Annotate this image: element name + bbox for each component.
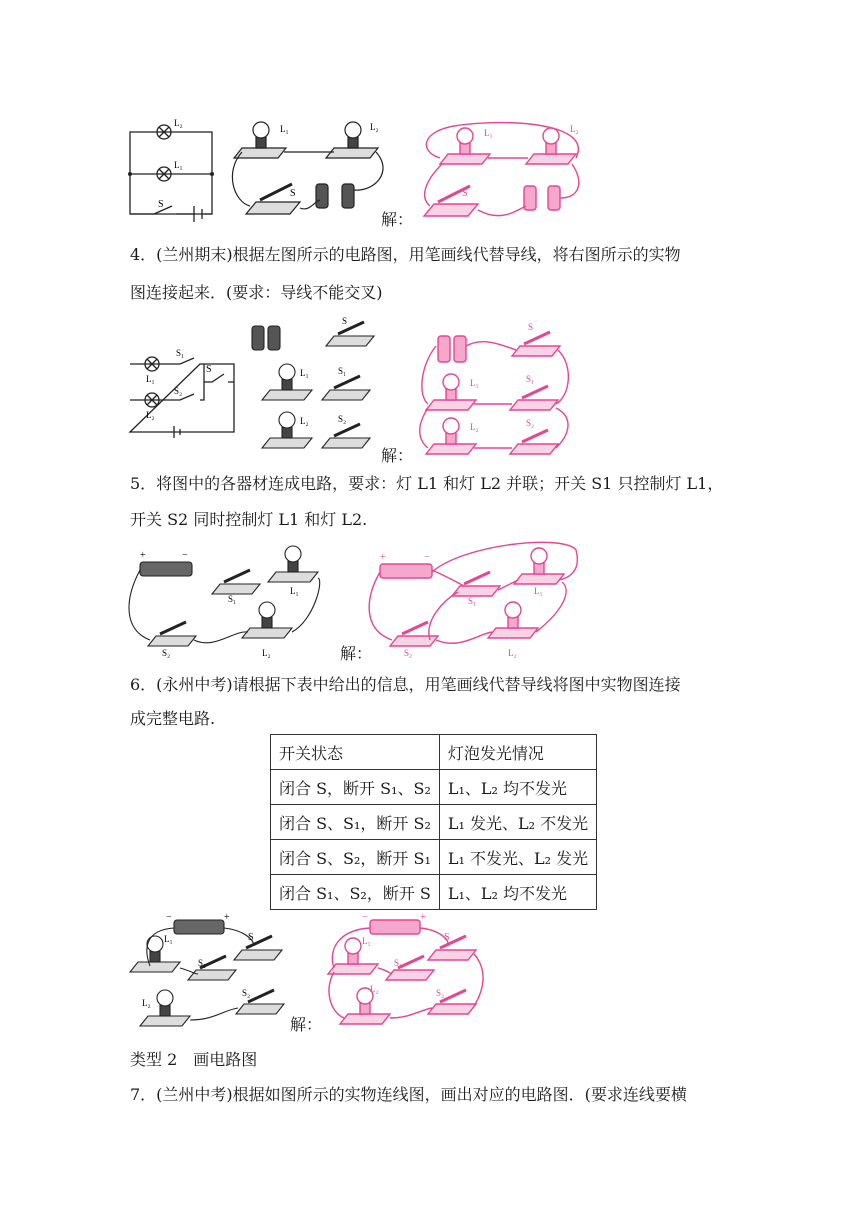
table-cell: 闭合 S₁、S₂，断开 S: [271, 875, 440, 910]
svg-text:−: −: [182, 550, 188, 561]
svg-text:L₂: L₂: [508, 648, 517, 658]
svg-text:S: S: [290, 188, 296, 199]
table-cell: 闭合 S，断开 S₁、S₂: [271, 770, 440, 805]
label-l2: L₂: [174, 118, 183, 128]
svg-text:+: +: [224, 912, 230, 923]
svg-text:+: +: [380, 552, 386, 563]
svg-text:L₂: L₂: [300, 416, 309, 426]
table-cell: L₁、L₂ 均不发光: [439, 770, 596, 805]
svg-text:L₁: L₁: [280, 124, 289, 134]
svg-text:L₂: L₂: [262, 648, 271, 658]
answer-label: 解：: [381, 210, 414, 229]
svg-text:L₁: L₁: [300, 368, 309, 378]
circuit-figure-4: [124, 316, 594, 466]
component-group-black: [234, 122, 378, 214]
table-cell: L₁ 发光、L₂ 不发光: [439, 805, 596, 840]
svg-text:L₂: L₂: [146, 410, 155, 420]
figure-row-2: [124, 316, 594, 466]
table-header-row: [271, 735, 597, 770]
table-row: [271, 805, 597, 840]
table-header-cell: 开关状态: [271, 735, 440, 770]
svg-text:S₂: S₂: [404, 648, 413, 658]
answer-figure-1: [424, 123, 579, 216]
svg-text:S₁: S₁: [526, 374, 535, 384]
svg-text:S₂: S₂: [174, 386, 183, 396]
svg-text:S₁: S₁: [176, 348, 185, 358]
svg-text:L₂: L₂: [142, 998, 151, 1008]
svg-text:S: S: [206, 364, 212, 375]
table-cell: L₁ 不发光、L₂ 发光: [439, 840, 596, 875]
svg-text:S: S: [342, 316, 348, 326]
problem-5-line-2: 开关 S2 同时控制灯 L1 和灯 L2.: [130, 510, 368, 529]
svg-text:S: S: [462, 188, 468, 199]
svg-text:L₂: L₂: [370, 122, 379, 132]
table-cell: L₁、L₂ 均不发光: [439, 875, 596, 910]
svg-text:S₂: S₂: [526, 418, 535, 428]
svg-text:L₁: L₁: [470, 378, 479, 388]
label-l1: L₁: [174, 160, 183, 170]
svg-text:L₂: L₂: [370, 984, 379, 994]
circuit-figure-6: [124, 910, 594, 1036]
svg-text:S: S: [444, 932, 450, 943]
problem-4-line-2: 图连接起来．(要求：导线不能交叉): [130, 283, 383, 302]
problem-6-line-2: 成完整电路.: [130, 709, 216, 728]
svg-text:S₁: S₁: [228, 594, 237, 604]
figure-row-4: [124, 910, 594, 1036]
svg-text:L₁: L₁: [484, 128, 493, 138]
svg-text:L₂: L₂: [470, 422, 479, 432]
table-cell: 闭合 S、S₁，断开 S₂: [271, 805, 440, 840]
figure-row-1: [124, 112, 594, 228]
svg-text:+: +: [420, 912, 426, 923]
svg-text:−: −: [424, 552, 430, 563]
svg-text:S₁: S₁: [468, 596, 477, 606]
answer-label: 解：: [290, 1015, 323, 1034]
answer-label: 解：: [381, 446, 414, 465]
label-s: S: [158, 199, 164, 210]
problem-4-line-1: 4．(兰州期末)根据左图所示的电路图，用笔画线代替导线，将右图所示的实物: [130, 245, 681, 264]
svg-text:S₁: S₁: [338, 366, 347, 376]
svg-text:−: −: [166, 912, 172, 923]
svg-text:−: −: [362, 912, 368, 923]
svg-text:S₁: S₁: [198, 958, 207, 968]
svg-text:S: S: [528, 322, 534, 332]
answer-label: 解：: [340, 644, 373, 663]
answer-figure-6: [328, 920, 483, 1024]
table-header-cell: 灯泡发光情况: [439, 735, 596, 770]
table-row: [271, 770, 597, 805]
problem-5-line-1: 5．将图中的各器材连成电路，要求：灯 L1 和灯 L2 并联；开关 S1 只控制灯 L1，: [130, 474, 724, 493]
svg-text:+: +: [140, 550, 146, 561]
svg-text:L₁: L₁: [362, 936, 371, 946]
svg-text:S₂: S₂: [436, 988, 445, 998]
svg-text:S₂: S₂: [242, 988, 251, 998]
answer-figure-5: [369, 542, 577, 646]
table-row: [271, 875, 597, 910]
table-cell: 闭合 S、S₂，断开 S₁: [271, 840, 440, 875]
circuit-figure-1: [124, 112, 594, 228]
answer-figure-4: [420, 332, 569, 454]
problem-6-line-1: 6．(永州中考)请根据下表中给出的信息，用笔画线代替导线将图中实物图连接: [130, 675, 681, 694]
svg-text:L₁: L₁: [146, 374, 155, 384]
svg-text:S₂: S₂: [162, 648, 171, 658]
table-row: [271, 840, 597, 875]
svg-text:L₁: L₁: [534, 586, 543, 596]
svg-text:S₁: S₁: [394, 958, 403, 968]
switch-state-table: [270, 734, 597, 910]
svg-text:S₂: S₂: [338, 414, 347, 424]
svg-text:S: S: [248, 932, 254, 943]
svg-text:L₁: L₁: [290, 586, 299, 596]
section-heading: 类型 2 画电路图: [130, 1050, 258, 1069]
svg-text:L₂: L₂: [570, 124, 579, 134]
svg-text:L₁: L₁: [164, 934, 173, 944]
problem-7-line-1: 7．(兰州中考)根据如图所示的实物连线图，画出对应的电路图．(要求连线要横: [130, 1085, 687, 1104]
